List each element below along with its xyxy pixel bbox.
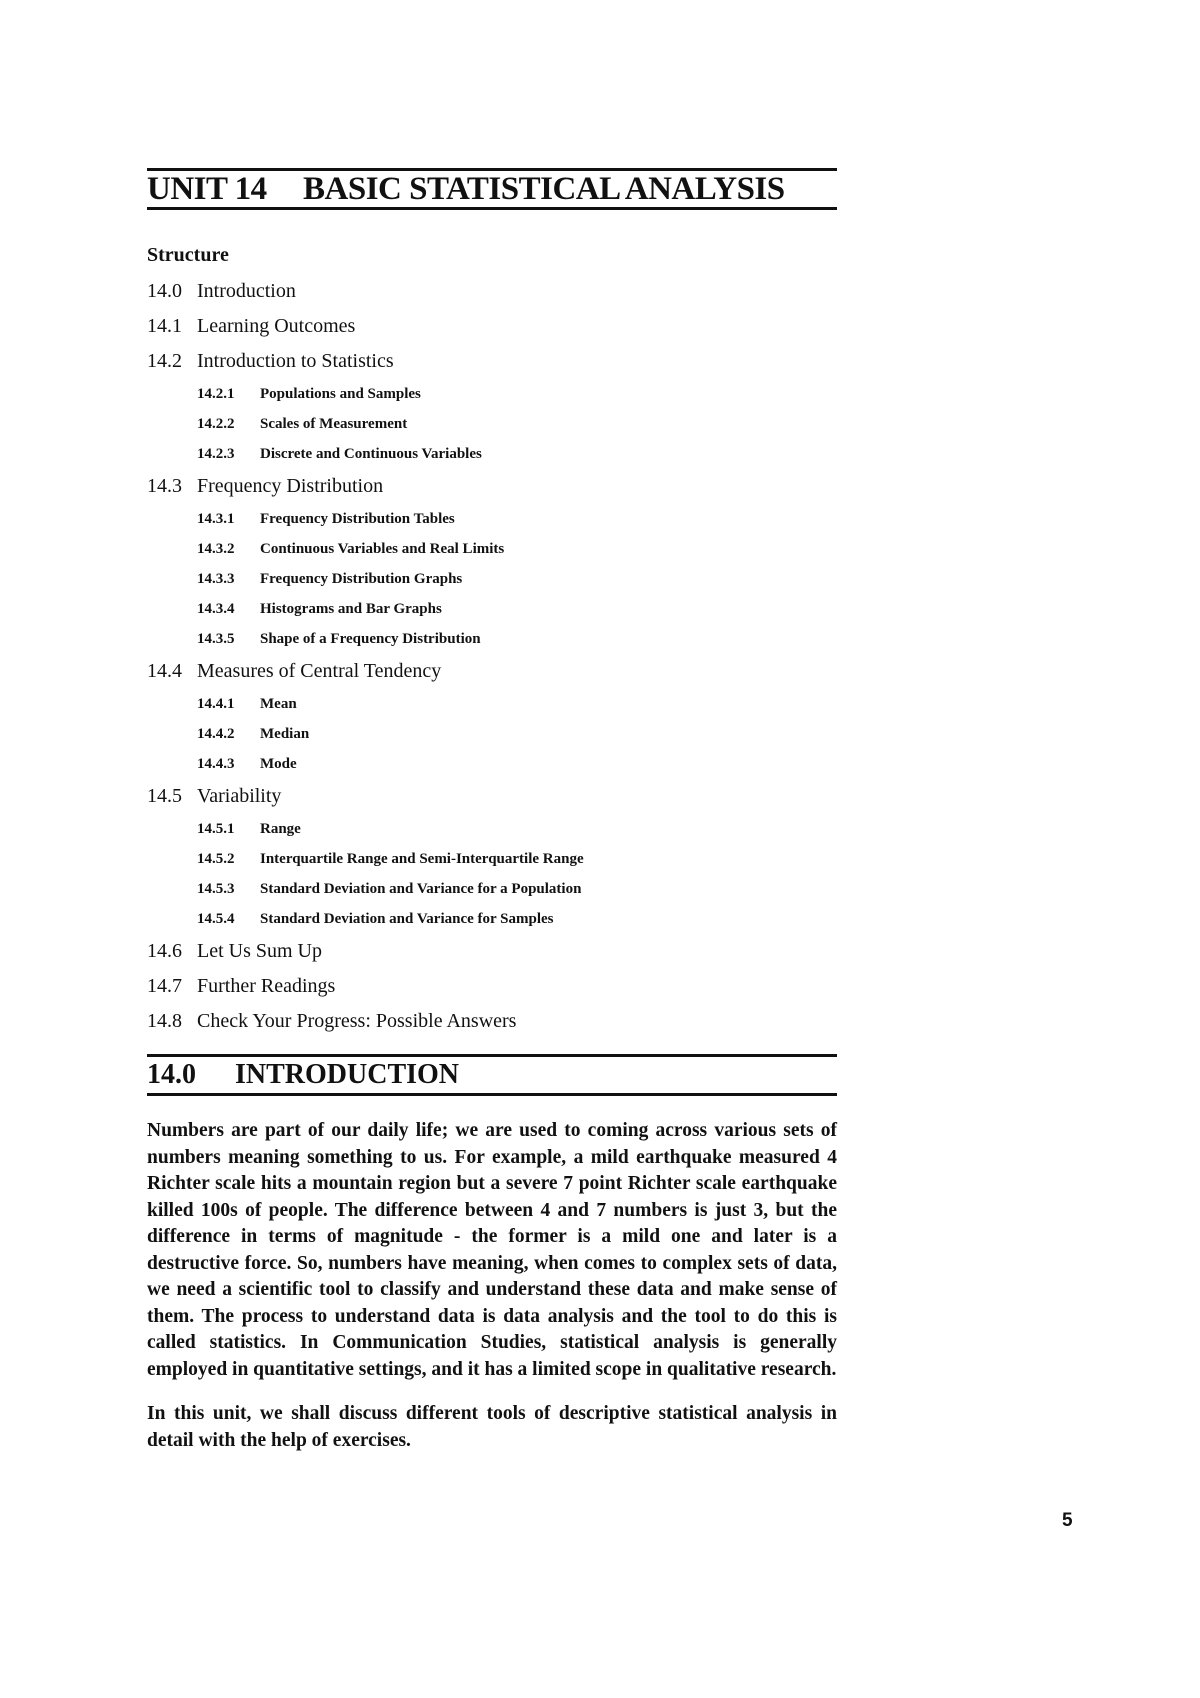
introduction-body [147, 1118, 837, 1472]
toc-item [147, 719, 847, 749]
toc-item-label: Range [260, 821, 301, 837]
section-number: 14.0 [147, 1059, 196, 1090]
toc-item [147, 504, 847, 534]
toc-item [147, 874, 847, 904]
toc-item-number: 14.5.1 [197, 821, 235, 837]
toc-item [147, 1004, 847, 1039]
toc-item-label: Histograms and Bar Graphs [260, 601, 442, 617]
toc-item-label: Median [260, 726, 310, 742]
toc-item-label: Let Us Sum Up [197, 940, 322, 962]
toc-item [147, 379, 847, 409]
toc-item-label: Introduction to Statistics [197, 350, 394, 372]
toc-item-number: 14.3.4 [197, 601, 235, 617]
toc-item-label: Variability [197, 785, 282, 807]
toc-item [147, 689, 847, 719]
toc-item-label: Discrete and Continuous Variables [260, 446, 482, 462]
toc-item-label: Shape of a Frequency Distribution [260, 631, 481, 647]
toc-item-number: 14.2 [147, 350, 182, 372]
paragraph: In this unit, we shall discuss different tools of descriptive statistical analysis in detail with the help of exercises. [147, 1403, 837, 1451]
toc-item-label: Continuous Variables and Real Limits [260, 541, 505, 557]
toc-item-label: Interquartile Range and Semi-Interquartile Range [260, 851, 584, 867]
unit-number: UNIT 14 [147, 170, 267, 207]
toc-item-number: 14.4.2 [197, 726, 235, 742]
toc-item-number: 14.1 [147, 315, 182, 337]
toc-item [147, 534, 847, 564]
section-title: INTRODUCTION [235, 1059, 460, 1090]
toc-item [147, 309, 847, 344]
toc-item [147, 469, 847, 504]
toc-item-label: Standard Deviation and Variance for Samples [260, 911, 554, 927]
structure-title: Structure [147, 244, 229, 266]
toc-item-number: 14.4.3 [197, 756, 235, 772]
toc-item [147, 344, 847, 379]
toc-item [147, 409, 847, 439]
toc-item-number: 14.3 [147, 475, 182, 497]
toc-item-label: Scales of Measurement [260, 416, 408, 432]
toc-item [147, 814, 847, 844]
toc-item-number: 14.0 [147, 280, 182, 302]
toc-item-label: Mean [260, 696, 297, 712]
structure-toc [147, 242, 847, 1039]
toc-item-label: Populations and Samples [260, 386, 421, 402]
toc-item-label: Further Readings [197, 975, 336, 997]
toc-item-number: 14.3.2 [197, 541, 235, 557]
toc-item-number: 14.5.2 [197, 851, 235, 867]
toc-item-label: Measures of Central Tendency [197, 660, 442, 682]
toc-item [147, 274, 847, 309]
toc-item [147, 934, 847, 969]
toc-item [147, 439, 847, 469]
toc-item [147, 969, 847, 1004]
unit-heading [147, 168, 837, 210]
toc-item-number: 14.8 [147, 1010, 182, 1032]
page-number: 5 [1062, 1510, 1073, 1531]
toc-item-label: Standard Deviation and Variance for a Population [260, 881, 582, 897]
toc-item-number: 14.2.1 [197, 386, 235, 402]
toc-item-number: 14.5.4 [197, 911, 235, 927]
introduction-heading [147, 1054, 837, 1096]
toc-item-number: 14.2.2 [197, 416, 235, 432]
toc-item-number: 14.7 [147, 975, 182, 997]
toc-item-label: Frequency Distribution Tables [260, 511, 455, 527]
toc-item-label: Introduction [197, 280, 296, 302]
toc-item-number: 14.4 [147, 660, 182, 682]
unit-title: BASIC STATISTICAL ANALYSIS [303, 170, 785, 207]
toc-item [147, 564, 847, 594]
toc-item-number: 14.4.1 [197, 696, 235, 712]
toc-item-label: Mode [260, 756, 297, 772]
toc-item [147, 749, 847, 779]
toc-item-number: 14.2.3 [197, 446, 235, 462]
toc-item-label: Frequency Distribution [197, 475, 384, 497]
toc-item-number: 14.5.3 [197, 881, 235, 897]
toc-list [147, 274, 847, 1039]
paragraph: Numbers are part of our daily life; we are used to coming across various sets of numbers meaning something to us. For example, a mild earthquake measured 4 Richter scale hits a mountain region but a severe 7 point Richter scale earthquake killed 100s of people. The difference between 4 and 7 numbers is just 3, but the difference in terms of magnitude - the former is a mild one and later is a destructive force. So, numbers have meaning, when comes to complex sets of data, we need a scientific tool to classify and understand these data and make sense of them. The process to understand data is data analysis and the tool to do this is called statistics. In Communication Studies, statistical analysis is generally employed in quantitative settings, and it has a limited scope in qualitative research. [147, 1120, 837, 1380]
toc-item-number: 14.6 [147, 940, 182, 962]
toc-item-number: 14.3.5 [197, 631, 235, 647]
toc-item [147, 654, 847, 689]
toc-item-label: Check Your Progress: Possible Answers [197, 1010, 517, 1032]
toc-item [147, 624, 847, 654]
toc-item [147, 779, 847, 814]
toc-item [147, 594, 847, 624]
toc-item [147, 904, 847, 934]
toc-item-label: Frequency Distribution Graphs [260, 571, 463, 587]
toc-item-number: 14.3.1 [197, 511, 235, 527]
toc-item-label: Learning Outcomes [197, 315, 356, 337]
toc-item-number: 14.3.3 [197, 571, 235, 587]
toc-item [147, 844, 847, 874]
toc-item-number: 14.5 [147, 785, 182, 807]
